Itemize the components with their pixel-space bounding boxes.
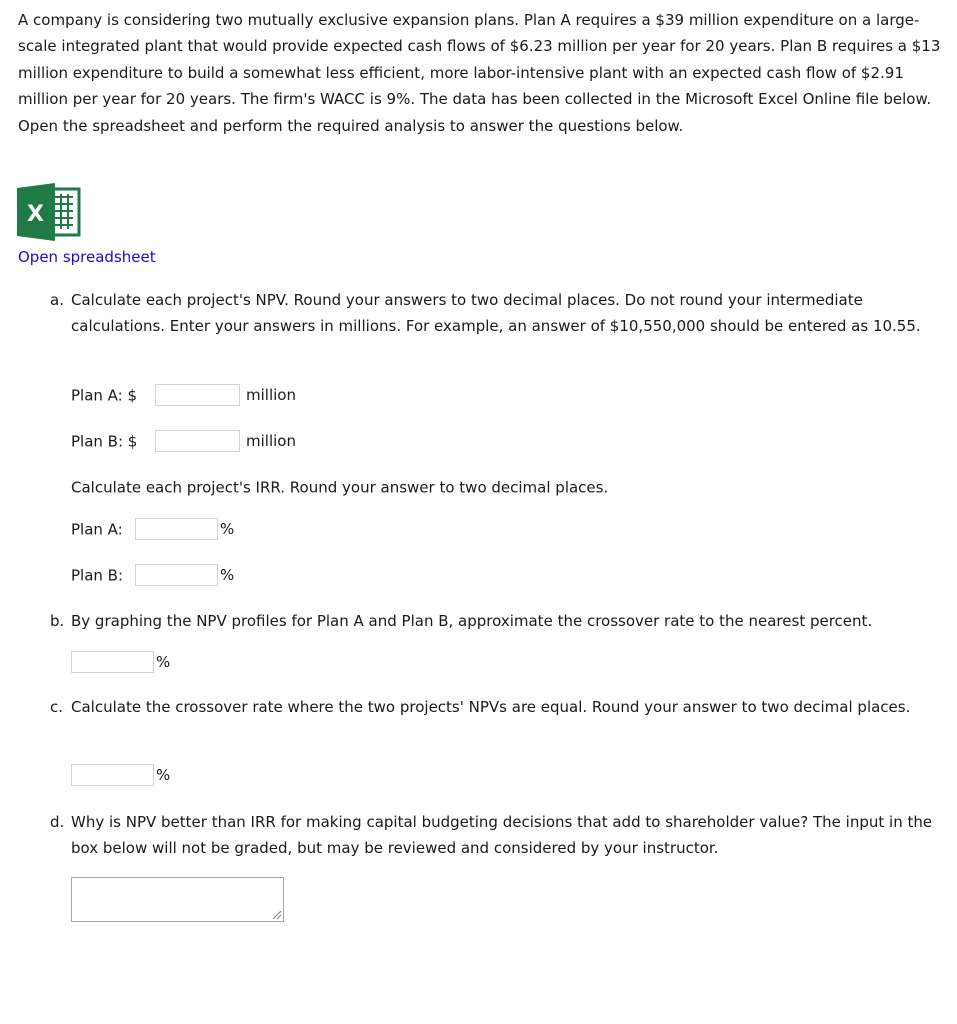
- problem-intro: A company is considering two mutually exclusive expansion plans. Plan A requires a $39 million expenditure on a large-scale integrated plant that would provide expected cash flows of $6.23 million per year for 20 years. Plan B requires a $13 million expenditure to build a somewhat less efficient, more labor-intensive plant with an expected cash flow of $2.91 million per year for 20 years. The firm's WACC is 9%. The data has been collected in the Microsoft Excel Online file below. Open the spreadsheet and perform the required analysis to answer the questions below.: [18, 11, 941, 135]
- irr-plan-b-unit: %: [220, 566, 235, 584]
- part-b-text: By graphing the NPV profiles for Plan A and Plan B, approximate the crossover rate to the nearest percent.: [71, 612, 873, 630]
- part-c-letter: c.: [50, 698, 64, 716]
- excel-icon-letter: X: [27, 202, 44, 227]
- part-c-question: [50, 694, 946, 720]
- irr-question-text: Calculate each project's IRR. Round your answer to two decimal places.: [71, 478, 609, 497]
- excel-spreadsheet-icon[interactable]: [17, 183, 81, 241]
- npv-plan-a-label: Plan A: $: [71, 386, 138, 405]
- part-a-text: Calculate each project's NPV. Round your answers to two decimal places. Do not round your intermediate calculations. Enter your answers in millions. For example, an answer of $10,550,000 should be entered as 10.55.: [71, 291, 921, 336]
- npv-plan-b-input[interactable]: [155, 430, 240, 452]
- irr-plan-a-input[interactable]: [135, 518, 218, 540]
- npv-plan-b-label: Plan B: $: [71, 432, 138, 451]
- npv-plan-a-input[interactable]: [155, 384, 240, 406]
- irr-plan-a-label: Plan A:: [71, 520, 123, 539]
- irr-plan-a-row: [71, 517, 123, 541]
- open-spreadsheet-link[interactable]: Open spreadsheet: [18, 248, 156, 266]
- part-b-question: [50, 608, 946, 634]
- crossover-rate-input[interactable]: [71, 764, 154, 786]
- irr-plan-b-input[interactable]: [135, 564, 218, 586]
- part-a-letter: a.: [50, 291, 64, 309]
- part-d-text: Why is NPV better than IRR for making capital budgeting decisions that add to shareholder value? The input in the box below will not be graded, but may be reviewed and considered by your instructor.: [71, 813, 933, 858]
- irr-plan-b-row: [71, 563, 123, 587]
- irr-plan-b-label: Plan B:: [71, 566, 124, 585]
- part-c-text: Calculate the crossover rate where the two projects' NPVs are equal. Round your answer to two decimal places.: [71, 698, 911, 716]
- irr-plan-a-unit: %: [220, 520, 235, 538]
- crossover-approx-input[interactable]: [71, 651, 154, 673]
- npv-plan-b-row: [71, 429, 137, 453]
- part-b-letter: b.: [50, 612, 65, 630]
- npv-vs-irr-answer-textarea[interactable]: [71, 877, 284, 922]
- irr-question: [71, 475, 608, 499]
- npv-plan-a-row: [71, 383, 137, 407]
- resize-grip-icon[interactable]: [270, 908, 282, 920]
- crossover-approx-unit: %: [156, 653, 171, 671]
- part-d-question: [50, 809, 946, 862]
- npv-plan-a-unit: million: [246, 386, 296, 404]
- part-a-question: [50, 287, 946, 340]
- crossover-rate-unit: %: [156, 766, 171, 784]
- npv-plan-b-unit: million: [246, 432, 296, 450]
- part-d-letter: d.: [50, 813, 65, 831]
